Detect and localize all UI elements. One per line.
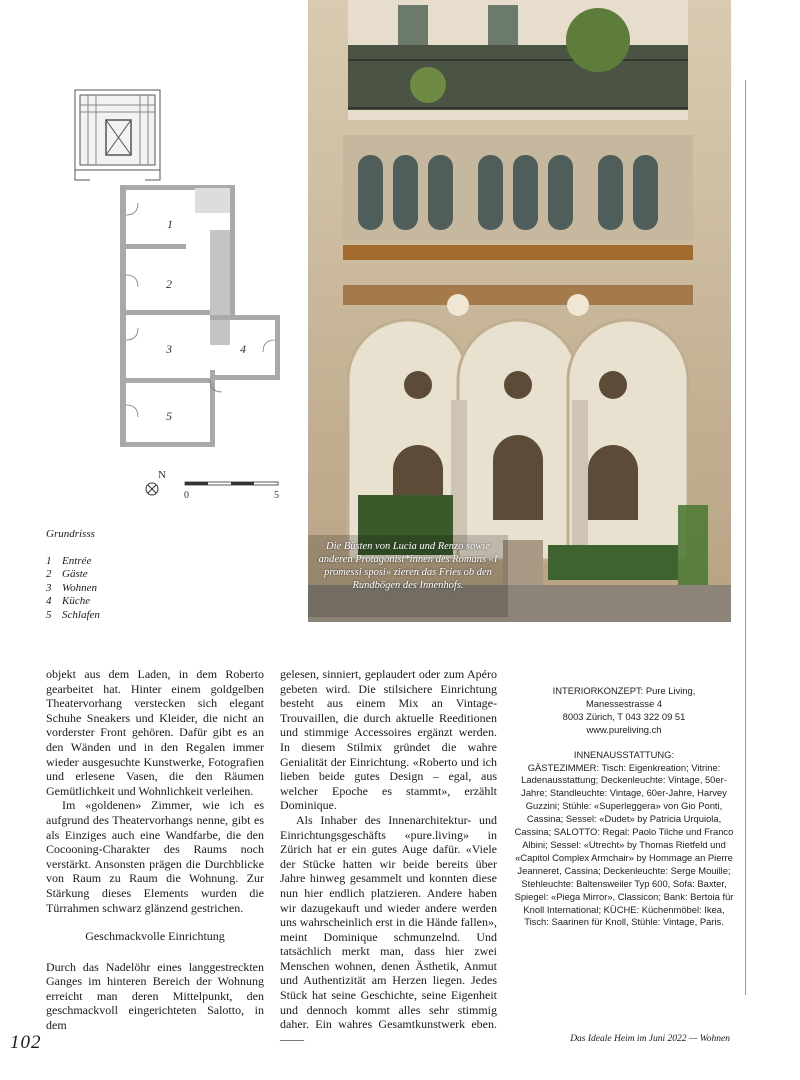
- article-column-2: [280, 667, 497, 1046]
- scale-end: 5: [274, 490, 279, 501]
- room-4-label: 4: [240, 342, 246, 356]
- legend-item: 2 Gäste: [46, 568, 88, 580]
- legend-item: 4 Küche: [46, 595, 91, 607]
- north-label: N: [158, 469, 166, 481]
- paragraph: objekt aus dem Laden, in dem Roberto gearbeitet hat. Hinter einem goldgelben Theatervorhang verstecken sich elegant Schuhe Sneakers und Kleider, die nicht an vorderster Front gehören. Dafür gibt es an den Wänden und in den Regalen immer wieder ausgesuchte Kunstwerke, Fotografien und erlesene Vasen, die den Räumen Gemütlichkeit und Wohnlichkeit verleihen.: [46, 667, 264, 798]
- courtyard-photo: [308, 0, 731, 622]
- photo-caption: Die Büsten von Lucia und Renzo sowie anderen Protagonist*innen des Romans «I promessi sposi» zieren das Fries ob den Rundbögen des Innenhofs.: [318, 541, 498, 591]
- website-link[interactable]: www.pureliving.ch: [586, 723, 662, 735]
- scale-start: 0: [184, 490, 189, 501]
- legend-title: Grundrisss: [46, 528, 95, 540]
- paragraph: Im «goldenen» Zimmer, wie ich es aufgrund des Theatervorhangs nenne, gibt es als Einziges auch eine Wandfarbe, die den Cocooning-Charakter des Raums noch verstärkt. Ansonsten prägen die Durchblicke von Raum zu Raum die Wohnung. Zur Stärkung dieses Elements wurden die Türrahmen schwarz glänzend gestrichen.: [46, 798, 264, 915]
- scale-bar: [184, 482, 279, 501]
- floor-plan: [40, 80, 310, 510]
- north-arrow-icon: [146, 469, 166, 495]
- room-2-label: 2: [166, 277, 172, 291]
- credits-box: [512, 685, 736, 929]
- interior-concept: INTERIORKONZEPT: Pure Living, Manessestrasse 4 8003 Zürich, T 043 322 09 51 www.pureliving.ch: [512, 685, 736, 737]
- vertical-divider: [745, 80, 746, 995]
- page-number: 102: [10, 1032, 42, 1053]
- running-footer: Das Ideale Heim im Juni 2022 — Wohnen: [570, 1034, 730, 1044]
- section-heading: Geschmackvolle Einrichtung: [85, 929, 225, 944]
- room-3-label: 3: [166, 342, 172, 356]
- article-column-1: [46, 667, 264, 1033]
- room-5-label: 5: [166, 409, 172, 423]
- paragraph: Als Inhaber des Innenarchitektur- und Einrichtungsgeschäfts «pure.living» in Zürich hat er ein gutes Auge dafür. «Viele der Stücke hatten wir beide bereits über Jahre hinweg gesammelt und konnten diese nun hier endlich platzieren. Andere haben wir dazugekauft und wieder andere werden uns wahrscheinlich erst in die Hände fallen», meint Dominique schmunzelnd. Und tatsächlich merkt man, dass hier zwei Menschen wohnen, denen Ästhetik, Anmut und Authentizität am Herzen liegen. Jedes Stück hat seine Geschichte, seine Eigenheit und dennoch kommt alles sehr stimmig daher. Ein wahres Gesamtkunstwerk eben. ——: [280, 812, 497, 1046]
- paragraph: Durch das Nadelöhr eines langgestreckten Ganges im hinteren Bereich der Wohnung erreicht man deren Mittelpunkt, den geschmackvoll eingerichteten Salotto, in dem: [46, 959, 264, 1033]
- legend-item: 1 Entrée: [46, 554, 92, 567]
- equipment-list: GÄSTEZIMMER: Tisch: Eigenkreation; Vitrine: Ladenausstattung; Deckenleuchte: Vintage, 50er-Jahre; Standleuchte: Vintage, 60er-Jahre, Harvey Guzzini; Stühle: «Superleggera» von Gio Ponti, Cassina; Sessel: «Dudet» by Patricia Urquiola, Cassina; SALOTTO: Regal: Paolo Tilche und Franco Albini; Sessel: «Utrecht» by Thomas Rietfeld und «Capitol Complex Armchair» by Hommage an Pierre Jeanneret, Cassina; Deckenleuchte: Serge Mouille; Stehleuchte: Baltensweiler Typ 600, Sofa: Baxter, Spiegel: «Piega Mirror», Classicon; Bank: Bertoia für Knoll International; KÜCHE: Küchenmöbel: Ikea, Tisch: Saarinen für Knoll, Stühle: Vintage, Paris.: [514, 761, 734, 928]
- room-1-label: 1: [167, 217, 173, 231]
- equipment-title: INNENAUSSTATTUNG:: [573, 748, 675, 760]
- legend-item: 5 Schlafen: [46, 608, 100, 621]
- legend-item: 3 Wohnen: [46, 581, 98, 594]
- floor-plan-legend: [46, 528, 246, 622]
- paragraph: gelesen, sinniert, geplaudert oder zum Apéro gebeten wird. Die stilsichere Einrichtung besteht aus einem Mix an Vintage-Trouvaillen, die durch aktuelle Reeditionen und stimmige Accessoires ergänzt werden. In diesem Stilmix gründet die wahre Genialität der Einrichtung. «Roberto und ich lieben beide gutes Design – egal, aus welcher Epoche es stammt», erzählt Dominique.: [280, 667, 497, 813]
